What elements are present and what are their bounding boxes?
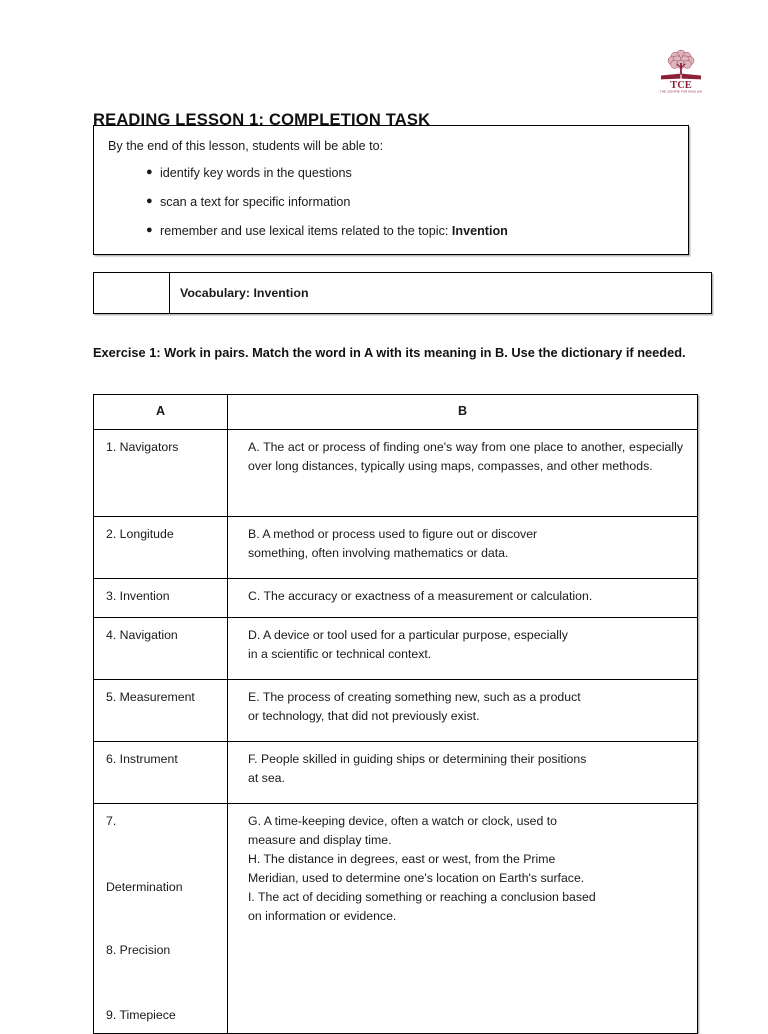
tce-logo-tagline: THE CENTRE FOR ENGLISH bbox=[659, 89, 703, 94]
page-title: READING LESSON 1: COMPLETION TASK bbox=[93, 111, 431, 130]
matching-exercise-table bbox=[93, 394, 698, 1034]
meaning-text-i bbox=[248, 888, 683, 926]
meaning-g-line2: measure and display time. bbox=[248, 832, 392, 847]
meaning-cell-d bbox=[228, 617, 698, 679]
objective-item-3 bbox=[146, 223, 674, 240]
meaning-i-line1: I. The act of deciding something or reaching a conclusion based bbox=[248, 889, 596, 904]
meaning-cell-f bbox=[228, 741, 698, 803]
meaning-h-line1: H. The distance in degrees, east or west, from the Prime bbox=[248, 851, 556, 866]
bullet-icon: ● bbox=[146, 224, 153, 236]
meaning-text-line1: C. The accuracy or exactness of a measurement or calculation. bbox=[248, 588, 593, 603]
column-header-b: B bbox=[228, 395, 698, 430]
word-cell-6: 6. Instrument bbox=[94, 741, 228, 803]
vocabulary-blank-cell bbox=[94, 273, 170, 314]
table-row bbox=[94, 803, 698, 1033]
objectives-intro: By the end of this lesson, students will be able to: bbox=[108, 139, 384, 153]
objective-item-1 bbox=[146, 165, 674, 182]
word-cell-2: 2. Longitude bbox=[94, 516, 228, 578]
word-cell-4: 4. Navigation bbox=[94, 617, 228, 679]
objective-text-1: identify key words in the questions bbox=[160, 166, 352, 180]
objective-text-3: remember and use lexical items related to the topic: bbox=[160, 224, 452, 238]
objective-item-2 bbox=[146, 194, 674, 211]
meaning-i-line2: on information or evidence. bbox=[248, 908, 397, 923]
meaning-text-line2: something, often involving mathematics or data. bbox=[248, 545, 509, 560]
table-row bbox=[94, 578, 698, 617]
tce-logo bbox=[655, 44, 707, 94]
meaning-text-line1: B. A method or process used to figure out or discover bbox=[248, 526, 538, 541]
bullet-icon: ● bbox=[146, 166, 153, 178]
word-cell-7-number: 7. bbox=[106, 813, 117, 828]
word-cell-3: 3. Invention bbox=[94, 578, 228, 617]
table-row bbox=[94, 617, 698, 679]
meaning-text-line1: D. A device or tool used for a particular purpose, especially bbox=[248, 627, 568, 642]
exercise-1-heading: Exercise 1: Work in pairs. Match the word in A with its meaning in B. Use the dictionary if needed. bbox=[93, 345, 686, 360]
meaning-cell-e bbox=[228, 679, 698, 741]
objective-text-2: scan a text for specific information bbox=[160, 195, 351, 209]
meaning-text-line1: E. The process of creating something new, such as a product bbox=[248, 689, 581, 704]
objective-topic-emphasis: Invention bbox=[451, 224, 508, 238]
objectives-list bbox=[108, 165, 674, 240]
meaning-cell-c bbox=[228, 578, 698, 617]
vocabulary-table bbox=[93, 272, 712, 314]
meaning-cell-a bbox=[228, 429, 698, 516]
meaning-cell-group-ghi bbox=[228, 803, 698, 1033]
word-cell-7-term: Determination bbox=[106, 879, 183, 894]
table-row bbox=[94, 429, 698, 516]
meaning-text-line2: in a scientific or technical context. bbox=[248, 646, 432, 661]
lesson-objectives-box bbox=[93, 125, 689, 255]
meaning-text: A. The act or process of finding one's way from one place to another, especially over long distances, typically using maps, compasses, and other methods. bbox=[248, 439, 683, 473]
word-cell-8: 8. Precision bbox=[106, 942, 171, 957]
table-header-row bbox=[94, 395, 698, 430]
word-cell-9: 9. Timepiece bbox=[106, 1007, 176, 1022]
word-cell-5: 5. Measurement bbox=[94, 679, 228, 741]
word-cell-1: 1. Navigators bbox=[94, 429, 228, 516]
column-header-a: A bbox=[94, 395, 228, 430]
meaning-text-line2: at sea. bbox=[248, 770, 285, 785]
meaning-text-h bbox=[248, 850, 683, 888]
meaning-text-line2: or technology, that did not previously exist. bbox=[248, 708, 480, 723]
meaning-text-g bbox=[248, 812, 683, 850]
table-row bbox=[94, 679, 698, 741]
word-cell-group-789 bbox=[94, 803, 228, 1033]
table-row bbox=[94, 741, 698, 803]
meaning-g-line1: G. A time-keeping device, often a watch or clock, used to bbox=[248, 813, 557, 828]
tce-logo-acronym: TCE bbox=[670, 80, 692, 91]
meaning-cell-b bbox=[228, 516, 698, 578]
bullet-icon: ● bbox=[146, 195, 153, 207]
meaning-h-line2: Meridian, used to determine one's location on Earth's surface. bbox=[248, 870, 585, 885]
tce-logo-icon bbox=[655, 44, 707, 94]
table-row bbox=[94, 273, 712, 314]
vocabulary-label-cell: Vocabulary: Invention bbox=[170, 273, 712, 314]
meaning-text-line1: F. People skilled in guiding ships or determining their positions bbox=[248, 751, 587, 766]
table-row bbox=[94, 516, 698, 578]
